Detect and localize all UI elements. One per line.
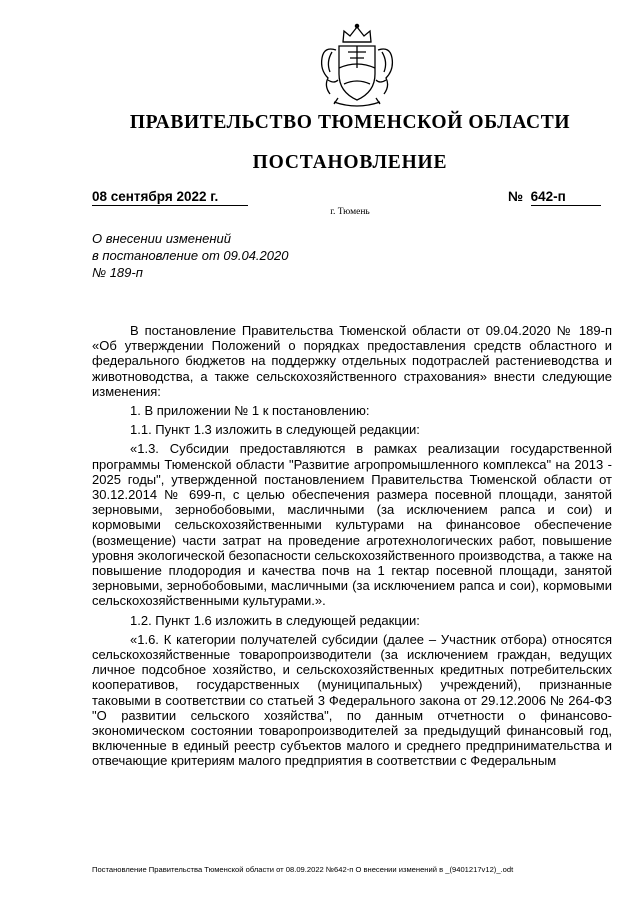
body-paragraph: 1. В приложении № 1 к постановлению: [130, 403, 370, 419]
government-title: ПРАВИТЕЛЬСТВО ТЮМЕНСКОЙ ОБЛАСТИ [129, 112, 571, 133]
body-paragraph: 1.1. Пункт 1.3 изложить в следующей редакции: [130, 422, 420, 438]
body-paragraph: «1.6. К категории получателей субсидии (далее – Участник отбора) относятся сельскохозяйственные товаропроизводители (за исключением граждан, ведущих личное подсобное хозяйство, и сельскохозяйственных кредитных потребительских кооперативов, государственных (муниципальных) учреждений), признанные таковыми в соответствии со статьей 3 Федерального закона от 29.12.2006 № 264-ФЗ "О развитии сельского хозяйства", по данным отчетности о финансово-экономическом состоянии товаропроизводителей за предыдущий финансовый год, включенные в единый реестр субъектов малого и среднего предпринимательства и отвечающие критериям малого предприятия в соответствии с Федеральным [92, 631, 612, 769]
subject-line: № 189-п [92, 265, 143, 280]
decree-number: 642-п [531, 189, 601, 206]
decree-number-block [508, 189, 606, 206]
decree-date: 08 сентября 2022 г. [92, 189, 248, 206]
coat-of-arms-icon [314, 22, 400, 110]
number-sign: № [508, 189, 524, 204]
city-label: г. Тюмень [330, 207, 370, 217]
body-paragraph: В постановление Правительства Тюменской области от 09.04.2020 № 189-п «Об утверждении Положений о порядках предоставления средств областного и федерального бюджетов на поддержку отдельных подотраслей растениеводства и животноводства, а также сельскохозяйственного страхования» внести следующие изменения: [92, 323, 612, 399]
decree-body [92, 323, 612, 769]
page-footer: Постановление Правительства Тюменской области от 08.09.2022 №642-п О внесении изменений в _(9401217v12)_.odt [92, 865, 514, 874]
body-paragraph: «1.3. Субсидии предоставляются в рамках реализации государственной программы Тюменской области "Развитие агропромышленного комплекса" на 2013 - 2025 годы", утвержденной постановлением Правительства Тюменской области от 30.12.2014 № 699-п, с целью обеспечения размера посевной площади, занятой зерновыми, зернобобовыми, масличными (за исключением рапса и сои) и кормовыми сельскохозяйственными культурами на финансовое обеспечение (возмещение) части затрат на проведение агротехнологических работ, повышение уровня экологической безопасности сельскохозяйственного производства, а также на повышение плодородия и качества почв на 1 гектар посевной площади, занятой зерновыми, зернобобовыми, масличными (за исключением рапса и сои), кормовыми сельскохозяйственными культурами.». [92, 441, 612, 609]
subject-line: О внесении изменений [92, 231, 231, 246]
subject-line: в постановление от 09.04.2020 [92, 248, 289, 263]
decree-subject [92, 230, 392, 281]
body-paragraph: 1.2. Пункт 1.6 изложить в следующей редакции: [130, 612, 420, 628]
document-type-title: ПОСТАНОВЛЕНИЕ [252, 152, 448, 173]
